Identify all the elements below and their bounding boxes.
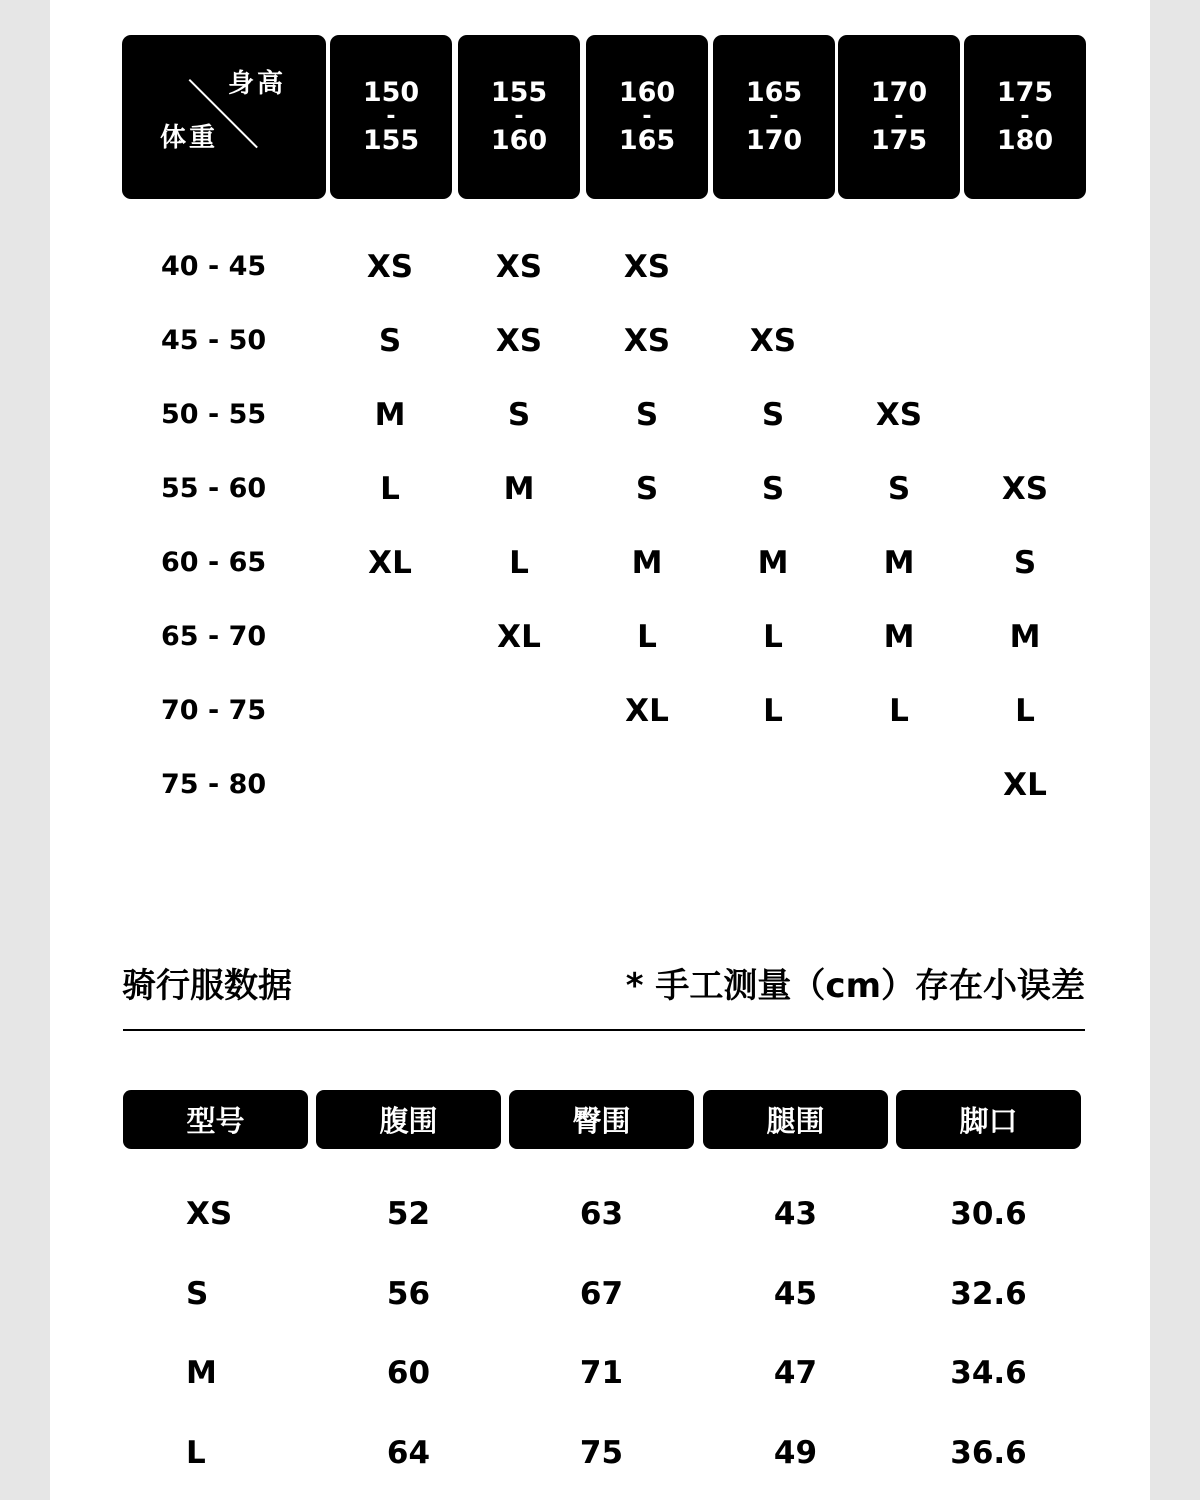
recommended-size-cell: XS xyxy=(875,397,923,433)
height-range-separator: - xyxy=(386,104,396,130)
recommended-size-cell: S xyxy=(378,323,402,359)
height-range-header xyxy=(964,35,1086,199)
height-range-separator: - xyxy=(642,104,652,130)
recommended-size-cell: S xyxy=(1013,545,1037,581)
height-range-header xyxy=(586,35,708,199)
recommended-size-cell: XS xyxy=(495,249,543,285)
height-range-to: 170 xyxy=(745,124,803,156)
height-range-to: 160 xyxy=(490,124,548,156)
measurement-value: 71 xyxy=(579,1355,624,1391)
measurement-value: 75 xyxy=(579,1435,624,1471)
height-range-header xyxy=(458,35,580,199)
measurement-column-header: 脚口 xyxy=(896,1090,1081,1149)
weight-range-label: 75 - 80 xyxy=(161,769,267,800)
recommended-size-cell: S xyxy=(761,471,785,507)
weight-range-label: 70 - 75 xyxy=(161,695,267,726)
measurement-value: 64 xyxy=(386,1435,431,1471)
recommended-size-cell: XS xyxy=(623,323,671,359)
weight-range-label: 45 - 50 xyxy=(161,325,267,356)
recommended-size-cell: XL xyxy=(625,693,669,729)
recommended-size-cell: L xyxy=(763,619,783,655)
recommended-size-cell: S xyxy=(761,397,785,433)
height-range-from: 160 xyxy=(618,76,676,108)
height-range-from: 155 xyxy=(490,76,548,108)
weight-axis-label: 体重 xyxy=(160,123,219,153)
recommended-size-cell: S xyxy=(507,397,531,433)
measurement-section-title: 骑行服数据 xyxy=(122,966,292,1006)
height-range-separator: - xyxy=(514,104,524,130)
weight-range-label: 50 - 55 xyxy=(161,399,267,430)
measurement-size-label: S xyxy=(186,1276,209,1312)
recommended-size-cell: L xyxy=(380,471,400,507)
measurement-note: * 手工测量（cm）存在小误差 xyxy=(625,966,1085,1006)
recommended-size-cell: M xyxy=(374,397,406,433)
measurement-size-label: L xyxy=(186,1435,206,1471)
height-range-to: 175 xyxy=(870,124,928,156)
measurement-value: 56 xyxy=(386,1276,431,1312)
recommended-size-cell: XL xyxy=(497,619,541,655)
recommended-size-cell: M xyxy=(757,545,789,581)
recommended-size-cell: L xyxy=(1015,693,1035,729)
height-range-separator: - xyxy=(894,104,904,130)
recommended-size-cell: XS xyxy=(749,323,797,359)
measurement-value: 43 xyxy=(773,1196,818,1232)
measurement-column-header: 臀围 xyxy=(509,1090,694,1149)
recommended-size-cell: XS xyxy=(623,249,671,285)
recommended-size-cell: S xyxy=(635,471,659,507)
weight-range-label: 55 - 60 xyxy=(161,473,267,504)
height-range-separator: - xyxy=(1020,104,1030,130)
height-range-header xyxy=(713,35,835,199)
recommended-size-cell: S xyxy=(635,397,659,433)
height-range-from: 170 xyxy=(870,76,928,108)
height-range-separator: - xyxy=(769,104,779,130)
weight-range-label: 60 - 65 xyxy=(161,547,267,578)
recommended-size-cell: XS xyxy=(366,249,414,285)
measurement-value: 45 xyxy=(773,1276,818,1312)
height-range-header xyxy=(838,35,960,199)
measurement-value: 34.6 xyxy=(950,1355,1027,1391)
weight-range-label: 65 - 70 xyxy=(161,621,267,652)
height-range-to: 165 xyxy=(618,124,676,156)
measurement-column-header: 型号 xyxy=(123,1090,308,1149)
recommended-size-cell: XL xyxy=(1003,767,1047,803)
recommended-size-cell: S xyxy=(887,471,911,507)
height-axis-label: 身高 xyxy=(228,69,287,99)
measurement-size-label: XS xyxy=(186,1196,233,1232)
recommended-size-cell: XL xyxy=(368,545,412,581)
height-range-to: 180 xyxy=(996,124,1054,156)
recommended-size-cell: XS xyxy=(495,323,543,359)
recommended-size-cell: XS xyxy=(1001,471,1049,507)
height-range-from: 165 xyxy=(745,76,803,108)
measurement-value: 36.6 xyxy=(950,1435,1027,1471)
recommended-size-cell: L xyxy=(763,693,783,729)
recommended-size-cell: L xyxy=(637,619,657,655)
recommended-size-cell: M xyxy=(883,545,915,581)
measurement-value: 67 xyxy=(579,1276,624,1312)
height-range-from: 175 xyxy=(996,76,1054,108)
measurement-value: 30.6 xyxy=(950,1196,1027,1232)
height-range-header xyxy=(330,35,452,199)
measurement-value: 52 xyxy=(386,1196,431,1232)
section-divider xyxy=(123,1029,1085,1031)
height-range-to: 155 xyxy=(362,124,420,156)
measurement-value: 60 xyxy=(386,1355,431,1391)
recommended-size-cell: L xyxy=(509,545,529,581)
measurement-size-label: M xyxy=(186,1355,217,1391)
measurement-value: 47 xyxy=(773,1355,818,1391)
recommended-size-cell: M xyxy=(631,545,663,581)
recommended-size-cell: M xyxy=(883,619,915,655)
measurement-column-header: 腿围 xyxy=(703,1090,888,1149)
measurement-column-header: 腹围 xyxy=(316,1090,501,1149)
recommended-size-cell: M xyxy=(1009,619,1041,655)
recommended-size-cell: L xyxy=(889,693,909,729)
measurement-value: 32.6 xyxy=(950,1276,1027,1312)
size-chart-corner-header xyxy=(122,35,326,199)
measurement-value: 49 xyxy=(773,1435,818,1471)
size-guide-page xyxy=(50,0,1150,1500)
height-range-from: 150 xyxy=(362,76,420,108)
weight-range-label: 40 - 45 xyxy=(161,251,267,282)
measurement-value: 63 xyxy=(579,1196,624,1232)
recommended-size-cell: M xyxy=(503,471,535,507)
